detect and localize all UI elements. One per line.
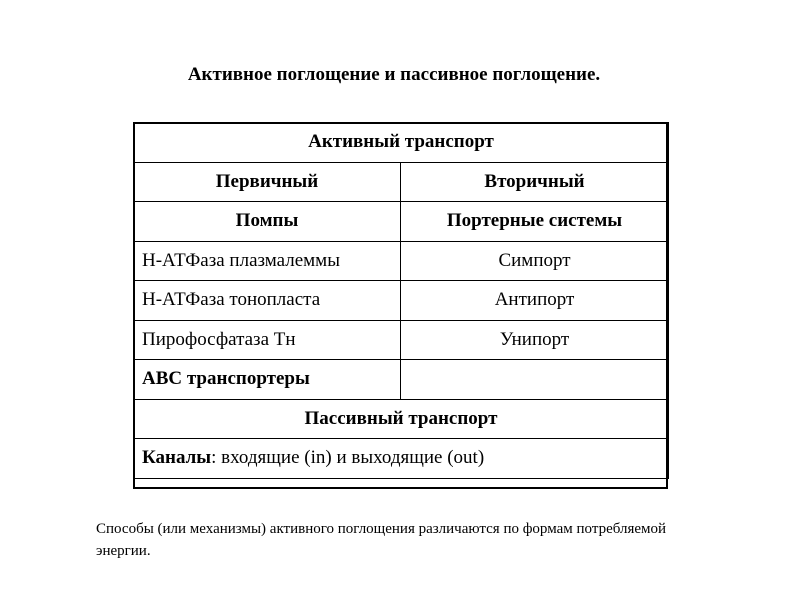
table-row-types xyxy=(134,162,669,202)
table-row xyxy=(134,281,669,321)
table-row xyxy=(134,360,669,400)
table-row xyxy=(134,241,669,281)
table-cell-left: H-АТФаза тонопласта xyxy=(134,281,401,321)
channels-text: : входящие (in) и выходящие (out) xyxy=(211,447,485,469)
table-cell-left: Пирофосфатаза Тн xyxy=(134,320,401,360)
channels-label: Каналы xyxy=(142,447,212,469)
passive-transport-header: Пассивный транспорт xyxy=(134,399,669,439)
table-cell-left: ABC транспортеры xyxy=(134,360,401,400)
table-row-channels xyxy=(134,439,669,479)
table-cell-left: H-АТФаза плазмалеммы xyxy=(134,241,401,281)
table-cell-right: Антипорт xyxy=(401,281,669,321)
footnote: Способы (или механизмы) активного поглощения различаются по формам потребляемой энергии. xyxy=(96,521,667,559)
porter-systems-label: Портерные системы xyxy=(401,202,669,242)
table-row-active-header xyxy=(134,123,669,163)
transport-table-container xyxy=(133,122,668,479)
table-cell-right: Симпорт xyxy=(401,241,669,281)
primary-label: Первичный xyxy=(134,162,401,202)
table-row-mechanisms xyxy=(134,202,669,242)
table-cell-right: Унипорт xyxy=(401,320,669,360)
secondary-label: Вторичный xyxy=(401,162,669,202)
pumps-label: Помпы xyxy=(134,202,401,242)
table-row-passive-header xyxy=(134,399,669,439)
transport-table xyxy=(133,122,669,479)
active-transport-header: Активный транспорт xyxy=(134,123,669,163)
channels-cell xyxy=(134,439,669,479)
table-row xyxy=(134,320,669,360)
table-cell-right xyxy=(401,360,669,400)
page-title: Активное поглощение и пассивное поглощение. xyxy=(187,64,601,85)
